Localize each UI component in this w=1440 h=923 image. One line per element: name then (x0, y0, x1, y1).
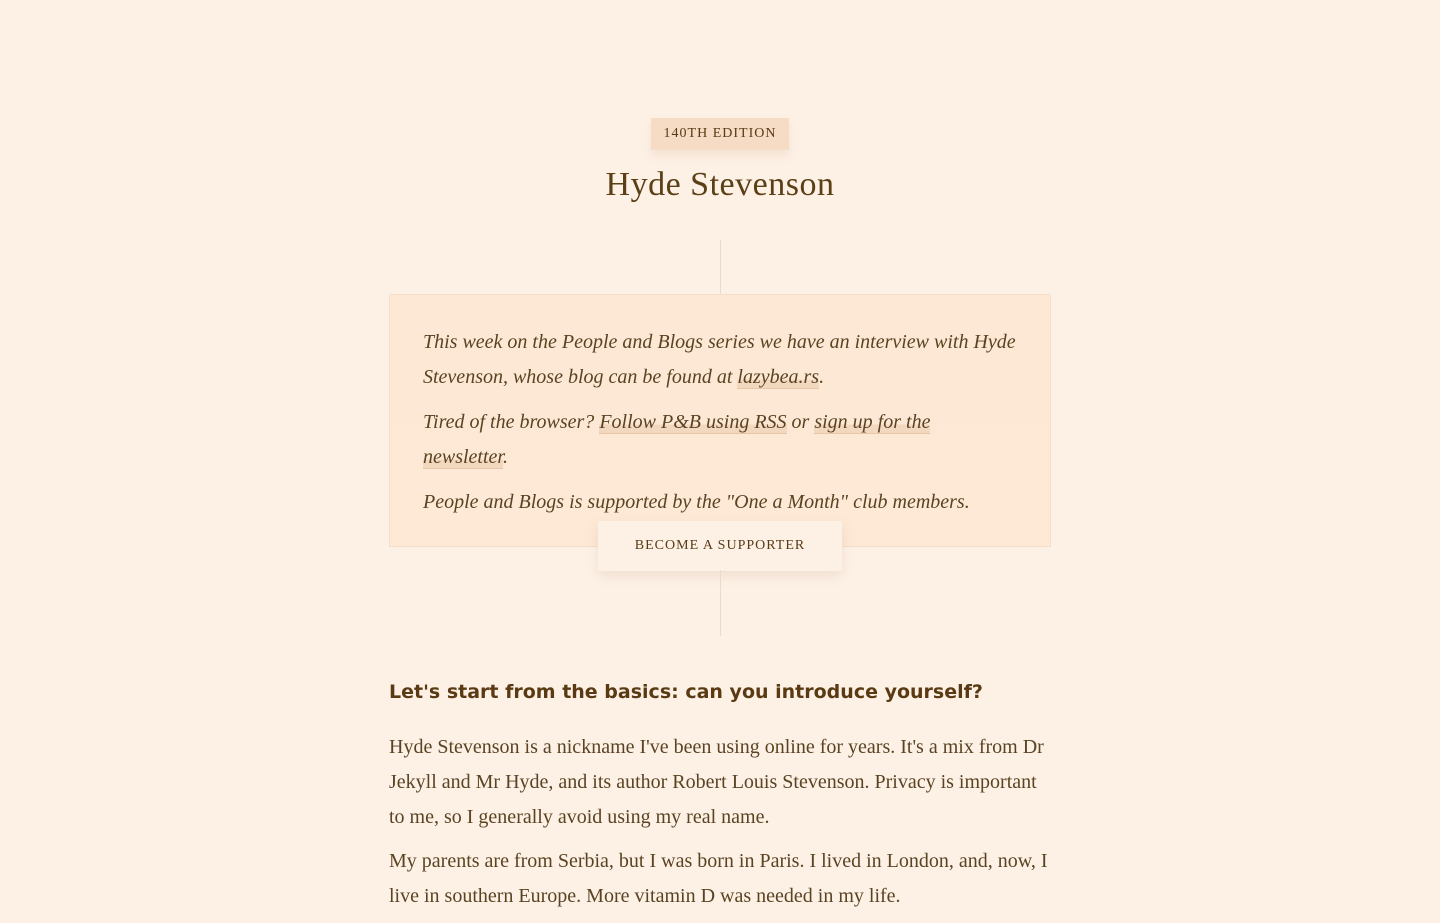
intro-text: . (819, 366, 825, 388)
divider-line-top (720, 240, 721, 294)
page-title: Hyde Stevenson (605, 166, 835, 203)
blog-link[interactable]: lazybea.rs (737, 366, 820, 388)
newsletter-link[interactable]: sign up for the newsletter (423, 411, 931, 468)
rss-link[interactable]: Follow P&B using RSS (599, 411, 787, 433)
supporters-paragraph: People and Blogs is supported by the "One a Month" club members. (423, 491, 970, 513)
become-supporter-button[interactable]: BECOME A SUPPORTER (598, 521, 842, 571)
interview-answer (389, 730, 1051, 923)
edition-badge: 140TH EDITION (651, 118, 789, 150)
interview-question: Let's start from the basics: can you introduce yourself? (389, 681, 983, 703)
subscribe-text: . (503, 446, 508, 468)
answer-paragraph: My parents are from Serbia, but I was born in Paris. I lived in London, and, now, I live in southern Europe. More vitamin D was needed in my life. (389, 850, 1048, 907)
divider-line-bottom (720, 570, 721, 636)
answer-paragraph: Hyde Stevenson is a nickname I've been using online for years. It's a mix from Dr Jekyll and Mr Hyde, and its author Robert Louis Stevenson. Privacy is important to me, so I generally avoid using my real name. (389, 736, 1044, 828)
intro-text: This week on the People and Blogs series we have an interview with Hyde Stevenson, whose blog can be found at (423, 331, 1016, 388)
subscribe-text: Tired of the browser? (423, 411, 600, 433)
intro-paragraph (423, 325, 1017, 395)
subscribe-paragraph (423, 405, 1017, 475)
intro-box (389, 294, 1051, 547)
subscribe-text: or (786, 411, 815, 433)
